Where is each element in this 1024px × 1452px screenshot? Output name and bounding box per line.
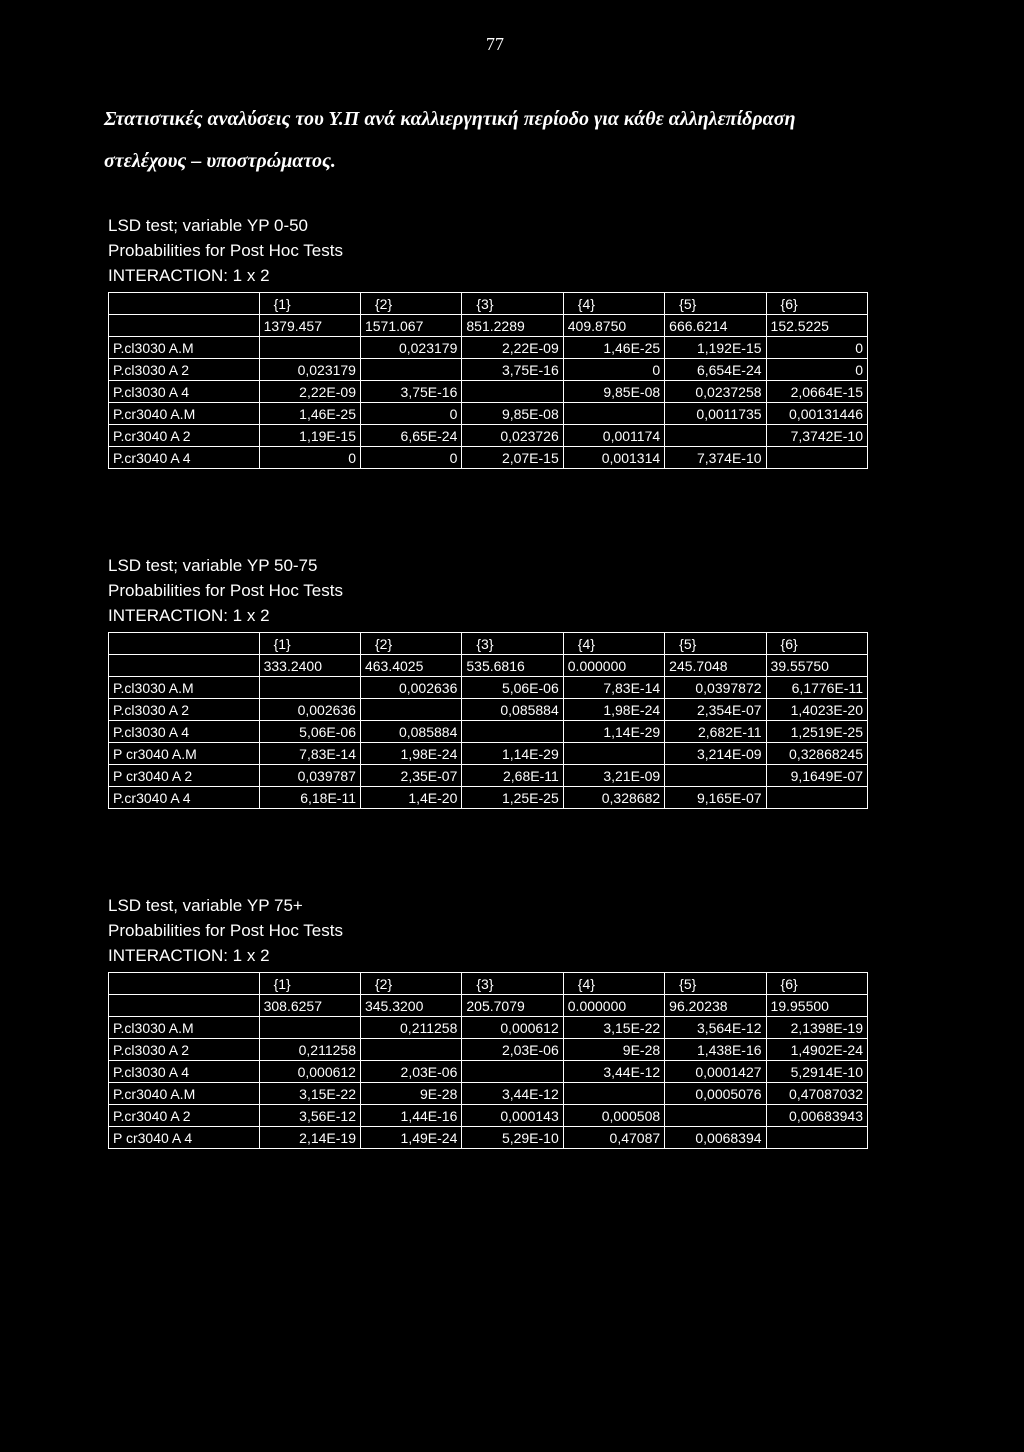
column-header: {5} <box>665 293 766 315</box>
column-header: {1} <box>259 973 360 995</box>
probability-cell: 9,165E-07 <box>665 787 766 809</box>
section-interaction: INTERACTION: 1 x 2 <box>108 606 270 625</box>
probability-cell: 2,22E-09 <box>462 337 563 359</box>
section-title: LSD test, variable ΥΡ 75+ <box>108 896 303 915</box>
probability-cell: 3,56E-12 <box>259 1105 360 1127</box>
column-header: {3} <box>462 633 563 655</box>
table-row <box>109 699 868 721</box>
probability-cell: 9,85E-08 <box>563 381 664 403</box>
lsd-section <box>108 893 868 1149</box>
row-label: P.cr3040 A.M <box>109 1083 260 1105</box>
lsd-probability-table <box>108 632 868 809</box>
mean-value-cell: 1379.457 <box>259 315 360 337</box>
probability-cell <box>360 359 461 381</box>
probability-cell: 3,15E-22 <box>563 1017 664 1039</box>
probability-cell: 0,0011735 <box>665 403 766 425</box>
row-label: P.cl3030 A 4 <box>109 1061 260 1083</box>
table-header-row <box>109 293 868 315</box>
probability-cell: 0,000508 <box>563 1105 664 1127</box>
probability-cell: 1,46E-25 <box>563 337 664 359</box>
probability-cell: 1,438E-16 <box>665 1039 766 1061</box>
probability-cell: 1,4902E-24 <box>766 1039 867 1061</box>
table-row <box>109 447 868 469</box>
probability-cell: 5,29E-10 <box>462 1127 563 1149</box>
probability-cell: 0,0001427 <box>665 1061 766 1083</box>
probability-cell: 0,023179 <box>259 359 360 381</box>
probability-cell: 3,44E-12 <box>563 1061 664 1083</box>
probability-cell: 0 <box>259 447 360 469</box>
table-row <box>109 1061 868 1083</box>
probability-cell <box>259 1017 360 1039</box>
table-row <box>109 677 868 699</box>
probability-cell <box>360 699 461 721</box>
row-label: P.cl3030 A 2 <box>109 699 260 721</box>
row-label: P.cl3030 A.M <box>109 337 260 359</box>
probability-cell: 2,07E-15 <box>462 447 563 469</box>
probability-cell: 0,32868245 <box>766 743 867 765</box>
column-header: {6} <box>766 633 867 655</box>
table-row <box>109 1105 868 1127</box>
mean-value-cell: 409.8750 <box>563 315 664 337</box>
mean-value-cell: 308.6257 <box>259 995 360 1017</box>
section-interaction: INTERACTION: 1 x 2 <box>108 946 270 965</box>
probability-cell: 0,002636 <box>360 677 461 699</box>
probability-cell: 0,085884 <box>462 699 563 721</box>
mean-value-cell: 333.2400 <box>259 655 360 677</box>
probability-cell: 7,83E-14 <box>259 743 360 765</box>
means-row-label-cell <box>109 995 260 1017</box>
probability-cell: 9E-28 <box>563 1039 664 1061</box>
column-header: {4} <box>563 973 664 995</box>
probability-cell: 9E-28 <box>360 1083 461 1105</box>
table-row <box>109 1039 868 1061</box>
mean-value-cell: 535.6816 <box>462 655 563 677</box>
probability-cell: 1,19E-15 <box>259 425 360 447</box>
mean-value-cell: 345.3200 <box>360 995 461 1017</box>
row-label: P.cl3030 A 2 <box>109 359 260 381</box>
mean-value-cell: 1571.067 <box>360 315 461 337</box>
column-header: {5} <box>665 973 766 995</box>
column-header: {5} <box>665 633 766 655</box>
probability-cell: 9,85E-08 <box>462 403 563 425</box>
means-row <box>109 995 868 1017</box>
probability-cell <box>766 1127 867 1149</box>
mean-value-cell: 851.2289 <box>462 315 563 337</box>
probability-cell: 9,1649E-07 <box>766 765 867 787</box>
probability-cell <box>563 1083 664 1105</box>
probability-cell: 0,001174 <box>563 425 664 447</box>
row-label: P.cl3030 A 2 <box>109 1039 260 1061</box>
table-row <box>109 403 868 425</box>
table-row <box>109 743 868 765</box>
means-row <box>109 655 868 677</box>
mean-value-cell: 19.95500 <box>766 995 867 1017</box>
column-header: {6} <box>766 973 867 995</box>
probability-cell: 1,2519E-25 <box>766 721 867 743</box>
row-label: P.cr3040 A 4 <box>109 447 260 469</box>
probability-cell: 0,0237258 <box>665 381 766 403</box>
probability-cell: 2,682E-11 <box>665 721 766 743</box>
row-label: P.cl3030 A.M <box>109 677 260 699</box>
probability-cell: 6,1776E-11 <box>766 677 867 699</box>
probability-cell: 5,2914E-10 <box>766 1061 867 1083</box>
page-number: 77 <box>486 34 504 54</box>
probability-cell: 5,06E-06 <box>462 677 563 699</box>
column-header: {4} <box>563 633 664 655</box>
mean-value-cell: 96.20238 <box>665 995 766 1017</box>
mean-value-cell: 245.7048 <box>665 655 766 677</box>
probability-cell <box>665 1105 766 1127</box>
row-label: P cr3040 A 4 <box>109 1127 260 1149</box>
row-label: P.cr3040 A 2 <box>109 425 260 447</box>
row-label: P cr3040 A 2 <box>109 765 260 787</box>
lsd-probability-table <box>108 292 868 469</box>
probability-cell: 1,4023E-20 <box>766 699 867 721</box>
probability-cell: 1,14E-29 <box>563 721 664 743</box>
probability-cell: 0,000612 <box>259 1061 360 1083</box>
header-empty-cell <box>109 973 260 995</box>
probability-cell: 3,564E-12 <box>665 1017 766 1039</box>
probability-cell: 2,1398E-19 <box>766 1017 867 1039</box>
probability-cell: 0 <box>563 359 664 381</box>
row-label: P.cl3030 A 4 <box>109 721 260 743</box>
row-label: P.cr3040 A 4 <box>109 787 260 809</box>
column-header: {2} <box>360 633 461 655</box>
probability-cell <box>665 425 766 447</box>
mean-value-cell: 152.5225 <box>766 315 867 337</box>
probability-cell: 0,000143 <box>462 1105 563 1127</box>
probability-cell <box>360 1039 461 1061</box>
table-row <box>109 721 868 743</box>
probability-cell <box>259 337 360 359</box>
probability-cell: 0 <box>766 359 867 381</box>
header-empty-cell <box>109 633 260 655</box>
probability-cell: 0,0005076 <box>665 1083 766 1105</box>
probability-cell <box>462 381 563 403</box>
row-label: P.cr3040 A 2 <box>109 1105 260 1127</box>
column-header: {4} <box>563 293 664 315</box>
probability-cell: 0,039787 <box>259 765 360 787</box>
probability-cell: 2,0664E-15 <box>766 381 867 403</box>
section-title: LSD test; variable ΥΡ 0-50 <box>108 216 309 235</box>
table-row <box>109 359 868 381</box>
probability-cell: 0,023179 <box>360 337 461 359</box>
probability-cell: 0,000612 <box>462 1017 563 1039</box>
probability-cell: 2,354E-07 <box>665 699 766 721</box>
row-label: P.cl3030 A.M <box>109 1017 260 1039</box>
probability-cell: 3,75E-16 <box>360 381 461 403</box>
probability-cell: 3,44E-12 <box>462 1083 563 1105</box>
mean-value-cell: 0.000000 <box>563 995 664 1017</box>
probability-cell: 0,0068394 <box>665 1127 766 1149</box>
column-header: {3} <box>462 973 563 995</box>
means-row <box>109 315 868 337</box>
table-row <box>109 381 868 403</box>
means-row-label-cell <box>109 655 260 677</box>
probability-cell: 0,00683943 <box>766 1105 867 1127</box>
probability-cell: 7,83E-14 <box>563 677 664 699</box>
section-title: LSD test; variable ΥΡ 50-75 <box>108 556 318 575</box>
probability-cell: 0 <box>360 403 461 425</box>
probability-cell <box>462 721 563 743</box>
probability-cell: 0,001314 <box>563 447 664 469</box>
probability-cell: 0,47087 <box>563 1127 664 1149</box>
table-row <box>109 1083 868 1105</box>
probability-cell: 2,14E-19 <box>259 1127 360 1149</box>
lsd-probability-table <box>108 972 868 1149</box>
probability-cell: 0 <box>360 447 461 469</box>
probability-cell: 0,023726 <box>462 425 563 447</box>
lsd-section <box>108 553 868 809</box>
probability-cell: 1,14E-29 <box>462 743 563 765</box>
probability-cell <box>563 743 664 765</box>
probability-cell: 2,22E-09 <box>259 381 360 403</box>
probability-cell: 1,4E-20 <box>360 787 461 809</box>
column-header: {3} <box>462 293 563 315</box>
probability-cell: 1,98E-24 <box>360 743 461 765</box>
row-label: P.cr3040 A.M <box>109 403 260 425</box>
column-header: {1} <box>259 633 360 655</box>
probability-cell: 6,18E-11 <box>259 787 360 809</box>
probability-cell: 6,654E-24 <box>665 359 766 381</box>
column-header: {2} <box>360 293 461 315</box>
probability-cell <box>665 765 766 787</box>
page-heading-line-1: Στατιστικές αναλύσεις του Υ.Π ανά καλλιεργητική περίοδο για κάθε αλληλεπίδραση <box>104 108 796 130</box>
probability-cell: 0,002636 <box>259 699 360 721</box>
probability-cell <box>259 677 360 699</box>
row-label: P cr3040 A.M <box>109 743 260 765</box>
table-row <box>109 1017 868 1039</box>
probability-cell: 5,06E-06 <box>259 721 360 743</box>
means-row-label-cell <box>109 315 260 337</box>
probability-cell: 1,98E-24 <box>563 699 664 721</box>
mean-value-cell: 39.55750 <box>766 655 867 677</box>
section-interaction: INTERACTION: 1 x 2 <box>108 266 270 285</box>
probability-cell: 1,46E-25 <box>259 403 360 425</box>
row-label: P.cl3030 A 4 <box>109 381 260 403</box>
section-subtitle: Probabilities for Post Hoc Tests <box>108 581 343 600</box>
table-row <box>109 425 868 447</box>
column-header: {6} <box>766 293 867 315</box>
probability-cell: 0,47087032 <box>766 1083 867 1105</box>
probability-cell <box>462 1061 563 1083</box>
probability-cell <box>766 787 867 809</box>
header-empty-cell <box>109 293 260 315</box>
probability-cell <box>766 447 867 469</box>
mean-value-cell: 666.6214 <box>665 315 766 337</box>
probability-cell: 6,65E-24 <box>360 425 461 447</box>
probability-cell: 7,3742E-10 <box>766 425 867 447</box>
probability-cell: 2,35E-07 <box>360 765 461 787</box>
probability-cell: 3,75E-16 <box>462 359 563 381</box>
probability-cell: 7,374E-10 <box>665 447 766 469</box>
probability-cell: 0 <box>766 337 867 359</box>
mean-value-cell: 463.4025 <box>360 655 461 677</box>
probability-cell: 3,214E-09 <box>665 743 766 765</box>
page-heading-line-2: στελέχους – υποστρώματος. <box>104 150 336 172</box>
table-row <box>109 337 868 359</box>
probability-cell: 0,211258 <box>360 1017 461 1039</box>
probability-cell: 3,21E-09 <box>563 765 664 787</box>
probability-cell: 2,68E-11 <box>462 765 563 787</box>
probability-cell: 2,03E-06 <box>462 1039 563 1061</box>
table-header-row <box>109 633 868 655</box>
probability-cell: 0,00131446 <box>766 403 867 425</box>
probability-cell: 2,03E-06 <box>360 1061 461 1083</box>
section-subtitle: Probabilities for Post Hoc Tests <box>108 921 343 940</box>
column-header: {1} <box>259 293 360 315</box>
table-row <box>109 1127 868 1149</box>
mean-value-cell: 205.7079 <box>462 995 563 1017</box>
table-row <box>109 765 868 787</box>
mean-value-cell: 0.000000 <box>563 655 664 677</box>
column-header: {2} <box>360 973 461 995</box>
table-row <box>109 787 868 809</box>
probability-cell: 1,192E-15 <box>665 337 766 359</box>
probability-cell: 1,44E-16 <box>360 1105 461 1127</box>
probability-cell: 0,211258 <box>259 1039 360 1061</box>
section-subtitle: Probabilities for Post Hoc Tests <box>108 241 343 260</box>
table-header-row <box>109 973 868 995</box>
probability-cell: 0,0397872 <box>665 677 766 699</box>
probability-cell: 1,25E-25 <box>462 787 563 809</box>
lsd-section <box>108 213 868 469</box>
probability-cell: 0,328682 <box>563 787 664 809</box>
probability-cell: 0,085884 <box>360 721 461 743</box>
probability-cell <box>563 403 664 425</box>
probability-cell: 1,49E-24 <box>360 1127 461 1149</box>
probability-cell: 3,15E-22 <box>259 1083 360 1105</box>
